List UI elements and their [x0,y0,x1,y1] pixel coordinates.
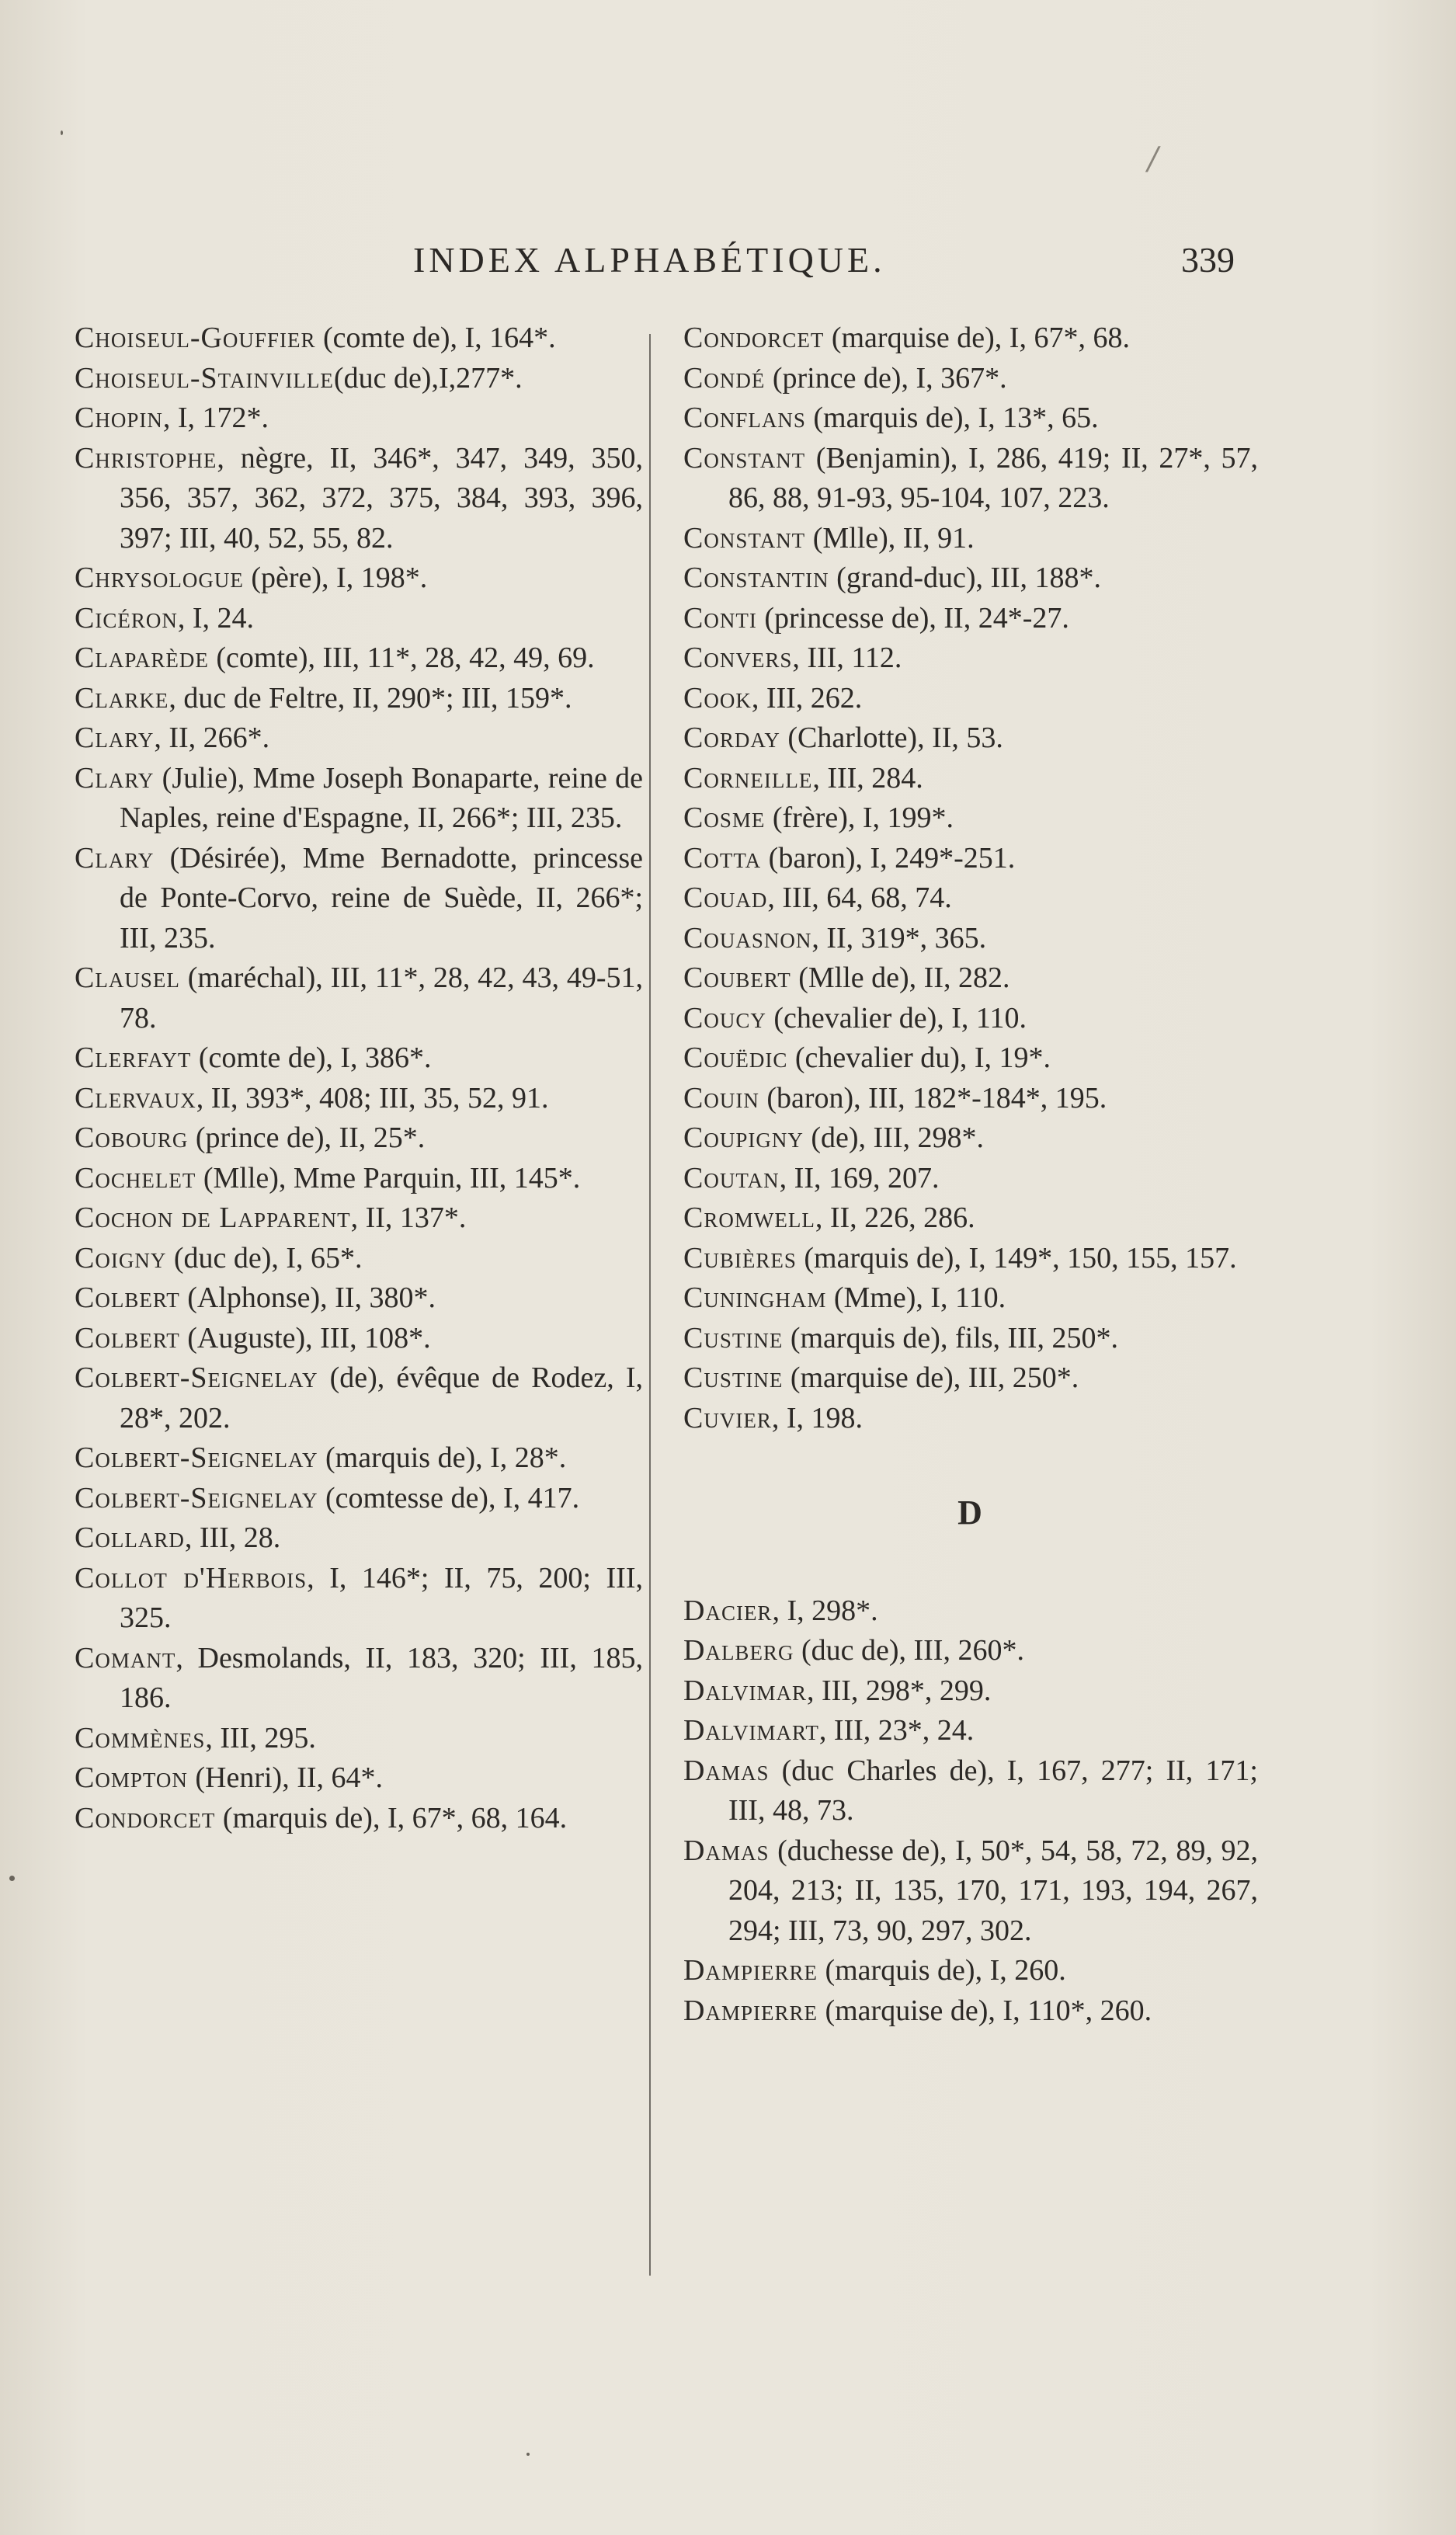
index-entry [683,919,1258,959]
entry-references: , Desmolands, II, 183, 320; III, 185, 186. [120,1641,643,1714]
entry-references: , II, 169, 207. [779,1161,940,1194]
entry-references: , II, 393*, 408; III, 35, 52, 91. [196,1081,549,1114]
entry-name: Clary [75,722,155,754]
entry-references: (marquis de), I, 67*, 68, 164. [215,1801,568,1834]
index-entry [75,718,643,759]
index-entry [683,638,1258,679]
entry-name: Custine [683,1321,784,1354]
index-entry [75,1758,643,1799]
entry-references: (comte de), I, 386*. [191,1041,432,1074]
entry-name: Custine [683,1361,784,1394]
page-number: 339 [1181,240,1235,280]
entry-name: Christophe [75,441,217,475]
entry-name: Choiseul-Gouffier [75,322,316,354]
index-entry [683,1319,1258,1359]
index-entry [683,878,1258,919]
entry-references: (baron), III, 182*-184*, 195. [759,1081,1107,1114]
entry-name: Cromwell [683,1201,815,1234]
index-entry [75,1639,643,1719]
index-entry [683,558,1258,599]
entry-name: Colbert [75,1321,180,1354]
entry-references: , II, 266*. [154,722,270,754]
entry-name: Clarke [75,681,169,715]
entry-references: (marquis de), fils, III, 250*. [783,1321,1118,1354]
entry-references: , II, 137*. [350,1201,467,1234]
entry-name: Cicéron [75,601,178,635]
index-entry [683,1951,1258,1991]
entry-references: (de), III, 298*. [803,1121,984,1154]
running-title: INDEX ALPHABÉTIQUE. [413,240,886,280]
index-entry [75,958,643,1038]
entry-name: Damas [683,1834,770,1867]
entry-references: , I, 24. [177,601,255,635]
entry-name: Couëdic [683,1041,788,1074]
entry-references: , III, 112. [792,642,902,674]
index-entry [683,1711,1258,1751]
index-entry [683,1198,1258,1239]
entry-references: , duc de Feltre, II, 290*; III, 159*. [169,681,572,715]
entry-name: Condorcet [683,322,825,354]
index-entry [683,798,1258,839]
paper-speck [9,1876,15,1881]
index-entry [75,1159,643,1199]
entry-name: Condé [683,361,766,395]
entry-name: Cotta [683,841,762,875]
index-entry [683,1038,1258,1079]
entry-references: (maréchal), III, 11*, 28, 42, 43, 49-51, 78. [120,961,643,1035]
entry-name: Clervaux [75,1081,196,1114]
index-entry [683,1079,1258,1119]
index-entry [683,599,1258,639]
entry-name: Corday [683,722,780,754]
entry-references: (duchesse de), I, 50*, 54, 58, 72, 89, 92, 204, 213; II, 135, 170, 171, 193, 194, 267, 294; III, 73, 90, 297, 302. [728,1834,1258,1947]
entry-name: Choiseul-Stainville [75,361,334,395]
entry-references: , III, 23*, 24. [818,1714,975,1747]
entry-references: (marquise de), I, 110*, 260. [817,1994,1152,2027]
entry-references: (marquis de), I, 13*, 65. [805,402,1099,434]
entry-name: Colbert-Seignelay [75,1441,318,1474]
entry-references: (duc Charles de), I, 167, 277; II, 171; III, 48, 73. [728,1754,1258,1827]
index-entry [75,599,643,639]
index-entry [75,398,643,439]
index-entry [75,1319,643,1359]
entry-name: Cubières [683,1241,797,1274]
entry-name: Dampierre [683,1994,818,2027]
entry-references: (comte), III, 11*, 28, 42, 49, 69. [208,642,595,674]
entry-references: (Mlle), Mme Parquin, III, 145*. [196,1161,581,1194]
entry-name: Constantin [683,562,829,594]
entry-references: (chevalier du), I, 19*. [787,1041,1051,1074]
index-entry [75,1559,643,1639]
entry-references: , III, 295. [205,1721,316,1754]
entry-references: (grand-duc), III, 188*. [829,562,1101,594]
entry-name: Comant [75,1641,176,1674]
index-entry [683,1399,1258,1439]
entry-name: Cuvier [683,1401,772,1434]
index-entry [683,718,1258,759]
index-entry [75,1278,643,1319]
index-entry [683,1631,1258,1671]
entry-references: (duc de),I,277*. [333,361,523,395]
index-entry [683,1591,1258,1632]
index-entry [75,759,643,839]
entry-references: , III, 284. [812,761,923,795]
entry-name: Constant [683,441,806,475]
index-entry [75,1358,643,1438]
entry-name: Cochon de Lapparent [75,1201,351,1234]
index-entry [75,1799,643,1839]
entry-references: (marquise de), III, 250*. [783,1361,1079,1394]
entry-references: (Mlle de), II, 282. [791,961,1010,994]
entry-name: Conti [683,601,757,635]
entry-references: (frère), I, 199*. [765,802,954,834]
entry-name: Coubert [683,961,791,994]
entry-references: (Auguste), III, 108*. [179,1321,431,1354]
entry-references: (père), I, 198*. [243,562,428,594]
index-entry [75,1719,643,1759]
entry-name: Clerfayt [75,1041,192,1074]
entry-name: Conflans [683,402,806,434]
entry-references: (marquise de), I, 67*, 68. [824,322,1130,354]
entry-name: Clausel [75,961,180,994]
entry-references: , I, 198. [771,1401,863,1434]
entry-references: (Mme), I, 110. [826,1281,1006,1314]
entry-references: (marquis de), I, 28*. [318,1441,567,1474]
entry-name: Colbert [75,1281,180,1314]
entry-references: , I, 146*; II, 75, 200; III, 325. [120,1561,643,1634]
index-entry [683,999,1258,1039]
index-column-right [683,318,1258,2031]
entry-name: Collard [75,1521,185,1554]
entry-references: , III, 298*, 299. [806,1674,992,1707]
entry-references: (Charlotte), II, 53. [780,722,1003,754]
entry-name: Commènes [75,1721,206,1754]
index-entry [683,679,1258,719]
entry-name: Collot d'Herbois [75,1561,308,1594]
entry-name: Chrysologue [75,562,244,594]
index-entry [683,839,1258,879]
entry-name: Cuningham [683,1281,827,1314]
index-entries-d [683,1591,1258,2032]
entry-name: Compton [75,1761,188,1794]
entry-name: Coucy [683,1001,766,1035]
entry-references: (duc de), I, 65*. [166,1241,363,1274]
index-entry [75,318,643,359]
entry-name: Dalvimart [683,1714,819,1747]
index-entry [683,1991,1258,2032]
index-entry [683,1358,1258,1399]
entry-name: Cobourg [75,1121,189,1154]
entry-references: (Mlle), II, 91. [805,521,975,555]
entry-references: , III, 28. [184,1521,281,1554]
index-entry [75,1118,643,1159]
entry-references: , III, 64, 68, 74. [767,882,952,914]
entry-name: Convers [683,642,793,674]
entry-name: Colbert-Seignelay [75,1361,318,1394]
page-header [70,239,1235,301]
entry-name: Chopin [75,402,163,434]
index-entries-c [683,318,1258,1438]
entry-name: Couad [683,882,768,914]
entry-references: (comtesse de), I, 417. [318,1481,580,1514]
entry-name: Colbert-Seignelay [75,1481,318,1514]
entry-name: Couasnon [683,921,812,955]
index-entry [75,1438,643,1479]
entry-name: Dalvimar [683,1674,807,1707]
entry-references: (de), évêque de Rodez, I, 28*, 202. [120,1361,643,1434]
entry-references: (prince de), II, 25*. [188,1121,426,1154]
paper-speck [61,130,63,135]
index-entry [683,1671,1258,1712]
index-entry [683,1278,1258,1319]
index-entry [683,1831,1258,1952]
entry-name: Coupigny [683,1121,804,1154]
entry-references: , III, 262. [751,681,863,715]
entry-name: Coutan [683,1161,780,1194]
index-entry [75,558,643,599]
index-entry [75,679,643,719]
entry-name: Damas [683,1754,770,1787]
entry-name: Cochelet [75,1161,196,1194]
entry-name: Clary [75,761,155,795]
index-entry [683,958,1258,999]
index-entry [683,1239,1258,1279]
index-entry [75,1479,643,1519]
index-entry [683,359,1258,399]
entry-name: Claparède [75,642,209,674]
entry-references: (Alphonse), II, 380*. [179,1281,436,1314]
entry-name: Coigny [75,1241,167,1274]
entry-references: , I, 298*. [772,1594,878,1627]
entry-name: Clary [75,841,155,875]
index-entry [683,1159,1258,1199]
index-entry [75,638,643,679]
index-entry [683,1751,1258,1831]
entry-name: Dacier [683,1594,773,1627]
entry-references: , I, 172*. [162,402,269,434]
entry-references: (Benjamin), I, 286, 419; II, 27*, 57, 86, 88, 91-93, 95-104, 107, 223. [728,441,1258,514]
corner-mark: / [1148,141,1159,177]
entry-references: (marquis de), I, 149*, 150, 155, 157. [796,1241,1237,1274]
entry-name: Couin [683,1081,759,1114]
entry-references: , II, 319*, 365. [811,921,987,955]
entry-references: (princesse de), II, 24*-27. [756,601,1069,635]
section-letter-heading: D [957,1494,984,1532]
index-entry [683,759,1258,799]
entry-references: (Henri), II, 64*. [187,1761,384,1794]
index-entry [75,1038,643,1079]
index-entry [75,439,643,559]
index-entry [75,359,643,399]
index-entry [75,1518,643,1559]
index-entry [683,398,1258,439]
index-entry [75,1239,643,1279]
index-entry [75,1079,643,1119]
entry-references: (duc de), III, 260*. [794,1634,1024,1667]
entry-references: (chevalier de), I, 110. [766,1001,1027,1035]
index-entry [75,839,643,959]
entry-references: , II, 226, 286. [815,1201,975,1234]
entry-references: (Julie), Mme Joseph Bonaparte, reine de Naples, reine d'Espagne, II, 266*; III, 235. [120,761,643,834]
index-entry [683,519,1258,559]
entry-name: Corneille [683,761,813,795]
index-entry [75,1198,643,1239]
index-column-left [75,318,643,1838]
entry-name: Dampierre [683,1954,818,1987]
entry-references: (prince de), I, 367*. [765,361,1007,395]
column-divider [649,334,651,2276]
entry-name: Dalberg [683,1634,794,1667]
entry-references: (marquis de), I, 260. [817,1954,1066,1987]
index-entry [683,1118,1258,1159]
index-entry [683,318,1258,359]
paper-speck [526,2453,530,2456]
entry-references: (comte de), I, 164*. [315,322,556,354]
entry-name: Cosme [683,802,766,834]
entry-name: Constant [683,521,806,555]
entry-name: Cook [683,681,752,715]
entry-references: (Désirée), Mme Bernadotte, princesse de Ponte-Corvo, reine de Suède, II, 266*; III, 235. [120,841,643,955]
entry-name: Condorcet [75,1801,216,1834]
index-entry [683,439,1258,519]
entry-references: (baron), I, 249*-251. [761,841,1016,875]
entry-references: , nègre, II, 346*, 347, 349, 350, 356, 357, 362, 372, 375, 384, 393, 396, 397; III, 40, 52, 55, 82. [120,441,643,555]
